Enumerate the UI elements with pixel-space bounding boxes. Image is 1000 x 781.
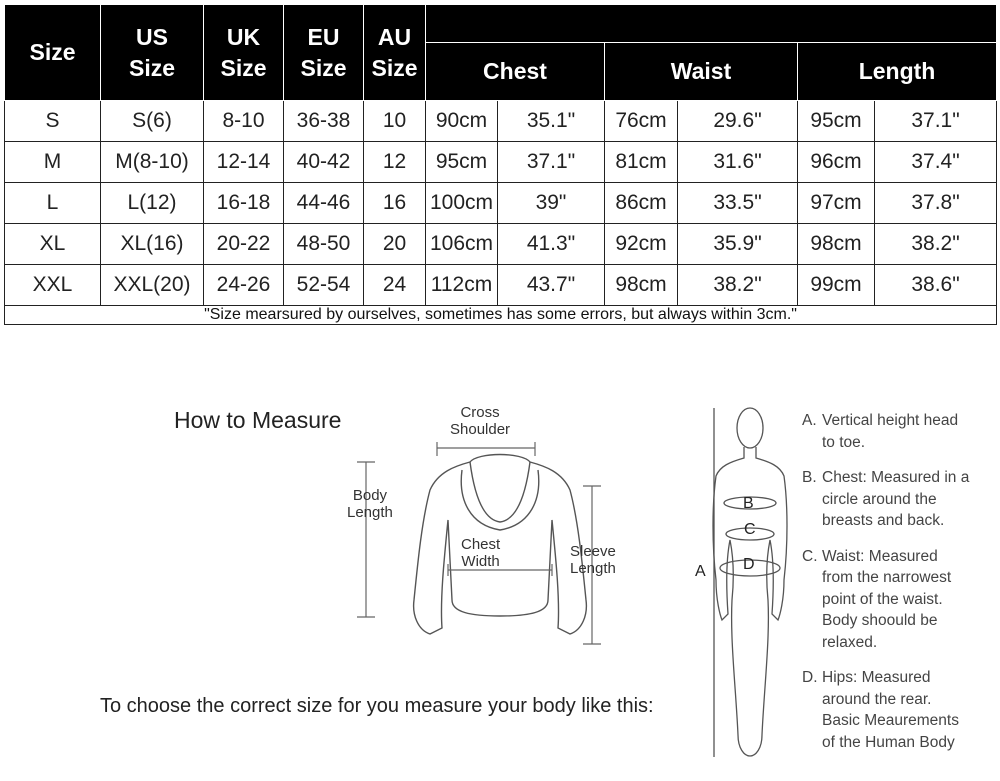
cell-eu-size: 48-50: [284, 224, 364, 265]
figure-letter-c: C: [744, 521, 756, 538]
cell-size: L: [5, 183, 101, 224]
cell-chest-cm: 112cm: [426, 265, 498, 306]
header-us-size: US Size: [101, 5, 204, 101]
cell-waist-in: 29.6": [678, 101, 798, 142]
cell-length-in: 38.2": [875, 224, 997, 265]
header-waist: Waist: [605, 43, 798, 101]
cell-us-size: L(12): [101, 183, 204, 224]
body-length-label: Body Length: [347, 487, 393, 521]
cell-size: XXL: [5, 265, 101, 306]
cell-us-size: S(6): [101, 101, 204, 142]
figure-letter-a: A: [695, 563, 706, 580]
note-item: [802, 546, 997, 654]
cell-waist-cm: 92cm: [605, 224, 678, 265]
cell-chest-in: 37.1": [498, 142, 605, 183]
note-line: Chest: Measured in a: [822, 469, 970, 486]
cell-chest-cm: 90cm: [426, 101, 498, 142]
header-eu-size: EU Size: [284, 5, 364, 101]
note-line: to toe.: [822, 433, 866, 451]
cell-uk-size: 20-22: [204, 224, 284, 265]
figure-letter-d: D: [743, 556, 755, 573]
figure-letter-b: B: [743, 495, 754, 512]
cell-size: S: [5, 101, 101, 142]
body-figure: [713, 408, 787, 757]
cross-shoulder-label: Cross Shoulder: [450, 404, 511, 438]
cell-chest-in: 41.3": [498, 224, 605, 265]
note-line: Body shoould be: [822, 612, 938, 629]
cell-waist-cm: 86cm: [605, 183, 678, 224]
cell-au-size: 12: [364, 142, 426, 183]
cell-length-in: 37.1": [875, 101, 997, 142]
note-line: Hips: Measured: [822, 669, 931, 686]
cell-size: M: [5, 142, 101, 183]
note-item: [802, 667, 997, 753]
cell-length-cm: 95cm: [798, 101, 875, 142]
cell-us-size: M(8-10): [101, 142, 204, 183]
cell-us-size: XL(16): [101, 224, 204, 265]
cell-waist-in: 33.5": [678, 183, 798, 224]
note-line: relaxed.: [822, 633, 878, 651]
cell-uk-size: 16-18: [204, 183, 284, 224]
cell-waist-cm: 81cm: [605, 142, 678, 183]
note-letter: B.: [802, 469, 817, 486]
cell-us-size: XXL(20): [101, 265, 204, 306]
cell-chest-in: 35.1": [498, 101, 605, 142]
cell-size: XL: [5, 224, 101, 265]
cell-length-cm: 96cm: [798, 142, 875, 183]
note-line: circle around the: [822, 490, 937, 508]
note-line: breasts and back.: [822, 512, 945, 529]
note-line: Waist: Measured: [822, 547, 938, 565]
cell-uk-size: 8-10: [204, 101, 284, 142]
note-line: from the narrowest: [822, 569, 952, 586]
cell-waist-cm: 98cm: [605, 265, 678, 306]
cell-chest-cm: 95cm: [426, 142, 498, 183]
cell-eu-size: 52-54: [284, 265, 364, 306]
cell-eu-size: 44-46: [284, 183, 364, 224]
note-item: [802, 467, 997, 532]
cell-chest-in: 43.7": [498, 265, 605, 306]
note-letter: A.: [802, 412, 817, 429]
header-length: Length: [798, 43, 997, 101]
note-line: of the Human Body: [822, 733, 955, 751]
cell-au-size: 10: [364, 101, 426, 142]
sleeve-length-label: Sleeve Length: [570, 543, 616, 577]
note-line: Basic Meaurements: [822, 712, 959, 729]
chest-width-label: Chest Width: [461, 536, 501, 570]
cell-chest-cm: 106cm: [426, 224, 498, 265]
cell-au-size: 24: [364, 265, 426, 306]
how-to-measure-title: How to Measure: [174, 407, 342, 433]
header-uk-size: UK Size: [204, 5, 284, 101]
cell-au-size: 16: [364, 183, 426, 224]
note-line: point of the waist.: [822, 590, 943, 608]
note-item: [802, 410, 997, 453]
cell-waist-in: 31.6": [678, 142, 798, 183]
cell-waist-in: 35.9": [678, 224, 798, 265]
cell-eu-size: 40-42: [284, 142, 364, 183]
header-chest: Chest: [426, 43, 605, 101]
cell-length-cm: 98cm: [798, 224, 875, 265]
cell-length-in: 38.6": [875, 265, 997, 306]
cell-length-cm: 99cm: [798, 265, 875, 306]
header-au-size: AU Size: [364, 5, 426, 101]
cell-chest-cm: 100cm: [426, 183, 498, 224]
note-line: around the rear.: [822, 690, 932, 708]
cell-waist-cm: 76cm: [605, 101, 678, 142]
header-size: Size: [5, 5, 101, 101]
cell-chest-in: 39": [498, 183, 605, 224]
cell-au-size: 20: [364, 224, 426, 265]
cell-waist-in: 38.2": [678, 265, 798, 306]
measurement-notes: [802, 410, 997, 767]
cell-length-cm: 97cm: [798, 183, 875, 224]
choose-size-instruction: To choose the correct size for you measure your body like this:: [100, 695, 654, 717]
cell-length-in: 37.4": [875, 142, 997, 183]
cell-eu-size: 36-38: [284, 101, 364, 142]
measurement-note: "Size mearsured by ourselves, sometimes has some errors, but always within 3cm.": [5, 306, 997, 325]
note-line: Vertical height head: [822, 412, 959, 429]
cell-length-in: 37.8": [875, 183, 997, 224]
cell-uk-size: 24-26: [204, 265, 284, 306]
cell-uk-size: 12-14: [204, 142, 284, 183]
note-letter: C.: [802, 547, 818, 565]
note-letter: D.: [802, 669, 818, 686]
